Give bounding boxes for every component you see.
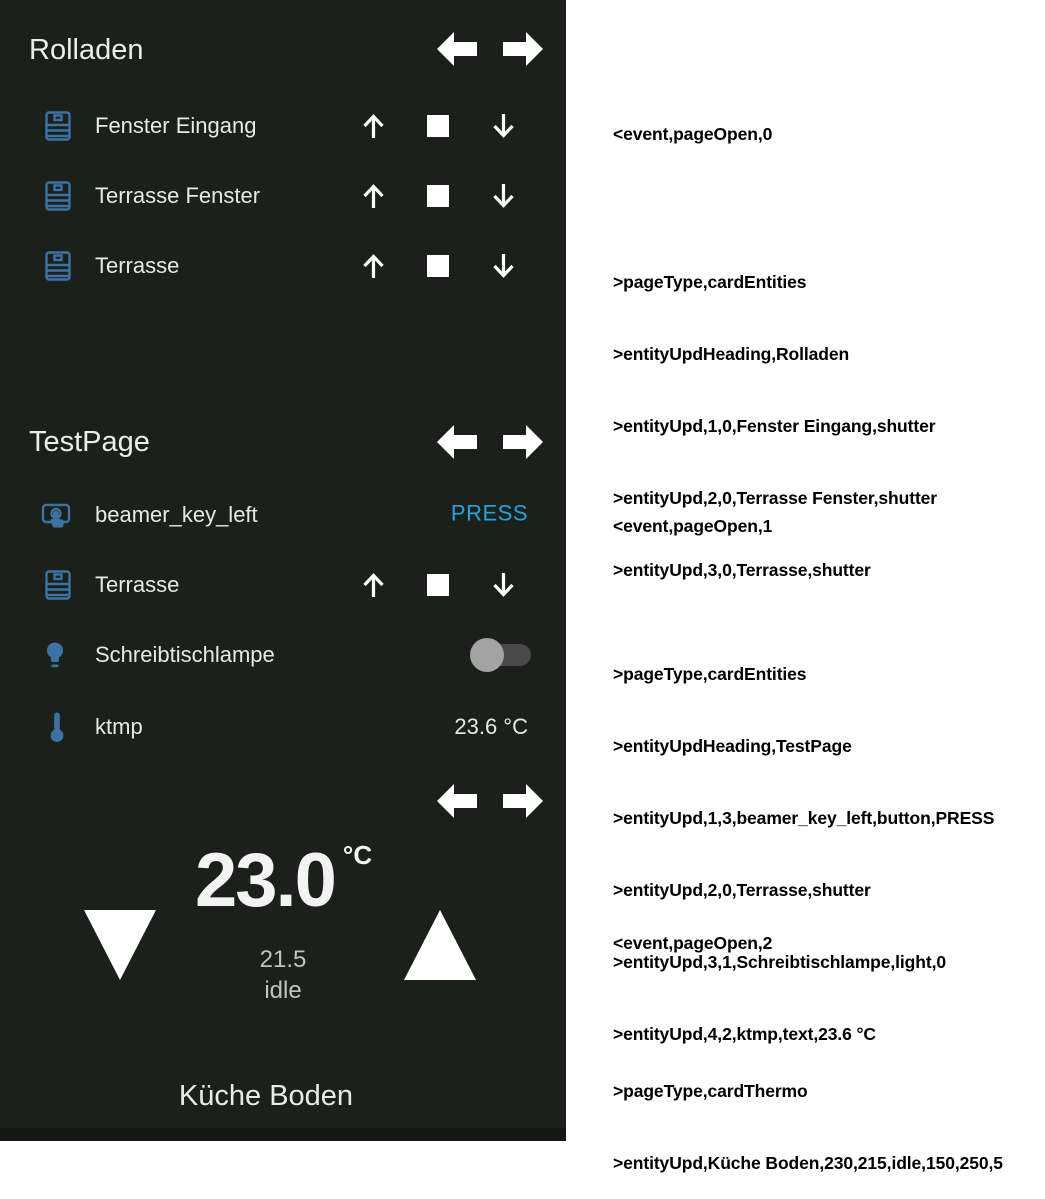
entity-label: Fenster Eingang xyxy=(95,113,257,138)
card-title-rolladen: Rolladen xyxy=(29,34,144,66)
shutter-stop-button[interactable] xyxy=(427,185,449,207)
entity-row xyxy=(0,244,566,288)
thermometer-icon xyxy=(49,711,65,743)
temperature-unit: °C xyxy=(342,840,373,870)
shutter-down-button[interactable] xyxy=(490,181,517,211)
next-page-button[interactable] xyxy=(503,423,543,461)
entity-label: ktmp xyxy=(95,714,143,739)
shutter-down-button[interactable] xyxy=(490,111,517,141)
shutter-stop-button[interactable] xyxy=(427,255,449,277)
press-button[interactable] xyxy=(450,500,528,526)
shutter-up-button[interactable] xyxy=(360,111,387,141)
entity-row xyxy=(0,174,566,218)
prev-page-button[interactable] xyxy=(437,30,477,68)
log-event-line: <event,pageOpen,0 xyxy=(613,124,773,144)
window-shutter-icon xyxy=(45,181,71,211)
toggle-knob xyxy=(470,638,504,672)
entity-label: beamer_key_left xyxy=(95,502,258,527)
shutter-down-button[interactable] xyxy=(490,251,517,281)
gesture-tap-button-icon xyxy=(41,501,71,529)
stop-square-icon xyxy=(427,115,449,137)
log-block-page2 xyxy=(613,883,1003,1199)
stop-square-icon xyxy=(427,185,449,207)
log-event-line: <event,pageOpen,2 xyxy=(613,933,773,953)
log-line: >entityUpd,Küche Boden,230,215,idle,150,250,5 xyxy=(613,1153,1003,1173)
window-shutter-icon xyxy=(45,251,71,281)
entity-label: Terrasse xyxy=(95,572,180,597)
log-line: >entityUpd,4,2,ktmp,text,23.6 °C xyxy=(613,1024,876,1044)
light-toggle[interactable] xyxy=(470,637,532,673)
hvac-state: idle xyxy=(264,977,302,1004)
stop-square-icon xyxy=(427,255,449,277)
entity-row xyxy=(0,563,566,607)
next-page-button[interactable] xyxy=(503,30,543,68)
log-event-line: <event,pageOpen,1 xyxy=(613,516,773,536)
prev-page-button[interactable] xyxy=(437,782,477,820)
log-line: >entityUpd,1,3,beamer_key_left,button,PRESS xyxy=(613,808,995,828)
stop-square-icon xyxy=(427,574,449,596)
entity-row xyxy=(0,104,566,148)
nav-arrows xyxy=(437,423,543,461)
target-temperature: 21.5 xyxy=(259,946,307,973)
shutter-stop-button[interactable] xyxy=(427,115,449,137)
card-title-testpage: TestPage xyxy=(29,426,150,458)
current-temperature xyxy=(195,838,373,923)
sensor-value: 23.6 °C xyxy=(454,714,528,739)
log-line: >entityUpd,1,0,Fenster Eingang,shutter xyxy=(613,416,936,436)
prev-page-button[interactable] xyxy=(437,423,477,461)
log-line: >entityUpdHeading,TestPage xyxy=(613,736,852,756)
entity-label: Terrasse Fenster xyxy=(95,183,261,208)
shutter-stop-button[interactable] xyxy=(427,574,449,596)
thermostat-name: Küche Boden xyxy=(178,1080,354,1112)
shutter-up-button[interactable] xyxy=(360,251,387,281)
entity-label: Schreibtischlampe xyxy=(95,642,275,667)
log-line: >entityUpd,3,0,Terrasse,shutter xyxy=(613,560,871,580)
nav-arrows xyxy=(437,782,543,820)
entity-label: Terrasse xyxy=(95,253,180,278)
log-line: >entityUpdHeading,Rolladen xyxy=(613,344,850,364)
log-line: >pageType,cardEntities xyxy=(613,664,807,684)
entity-row xyxy=(0,633,566,677)
log-line: >pageType,cardThermo xyxy=(613,1081,808,1101)
log-line: >entityUpd,2,0,Terrasse Fenster,shutter xyxy=(613,488,938,508)
nav-arrows xyxy=(437,30,543,68)
entity-row xyxy=(0,705,566,749)
log-gap xyxy=(613,586,994,614)
next-page-button[interactable] xyxy=(503,782,543,820)
log-line: >entityUpd,2,0,Terrasse,shutter xyxy=(613,880,871,900)
entity-row xyxy=(0,493,566,537)
log-gap xyxy=(613,1003,1003,1031)
shutter-down-button[interactable] xyxy=(490,570,517,600)
temperature-value: 23.0 xyxy=(195,838,335,923)
log-line: >pageType,cardEntities xyxy=(613,272,807,292)
lightbulb-icon xyxy=(45,640,65,670)
shutter-up-button[interactable] xyxy=(360,570,387,600)
window-shutter-icon xyxy=(45,111,71,141)
log-line: >entityUpd,3,1,Schreibtischlampe,light,0 xyxy=(613,952,946,972)
log-gap xyxy=(613,194,937,222)
window-shutter-icon xyxy=(45,570,71,600)
panel-bottom-edge xyxy=(0,1128,566,1141)
shutter-up-button[interactable] xyxy=(360,181,387,211)
press-label: PRESS xyxy=(450,500,528,526)
